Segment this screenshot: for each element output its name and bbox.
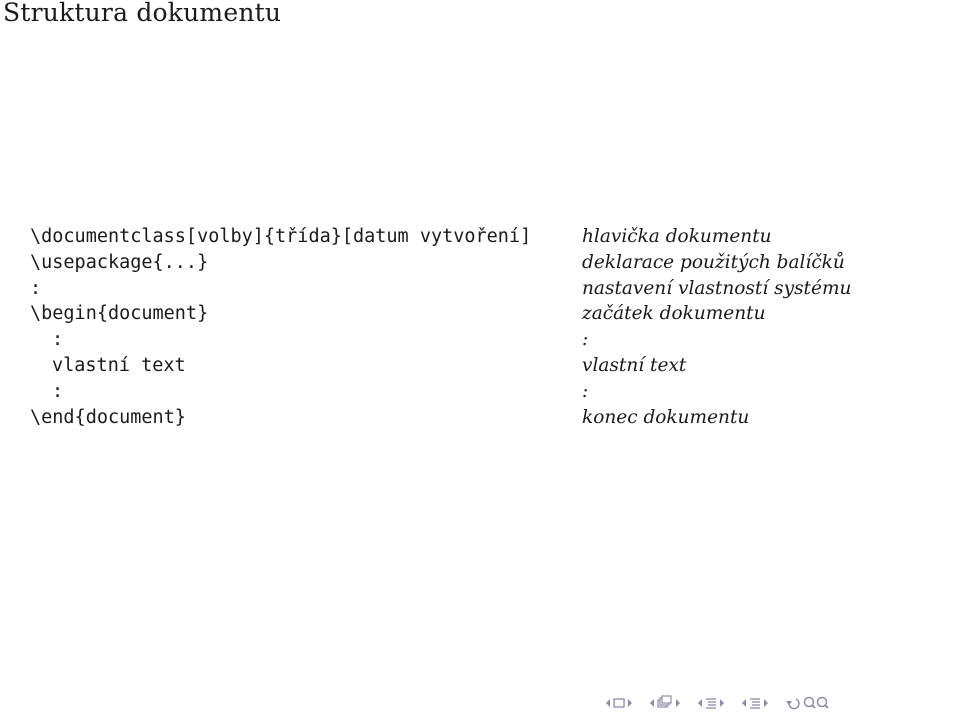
desc-line-content: vlastní text bbox=[582, 354, 687, 376]
nav-right-arrow-icon[interactable] bbox=[626, 695, 634, 711]
code-line-ellipsis: : bbox=[30, 277, 42, 299]
nav-right-arrow-icon[interactable] bbox=[718, 695, 726, 711]
desc-line-header: hlavička dokumentu bbox=[582, 226, 772, 247]
code-line-begin-document: \begin{document} bbox=[30, 303, 209, 325]
desc-line-end: konec dokumentu bbox=[582, 406, 750, 428]
desc-line-begin: začátek dokumentu bbox=[582, 303, 766, 325]
description-block bbox=[582, 224, 851, 430]
slide-title: Struktura dokumentu bbox=[3, 0, 282, 27]
code-line-documentclass: \documentclass[volby]{třída}[datum vytvoření] bbox=[30, 226, 532, 247]
code-line-content: vlastní text bbox=[52, 354, 186, 376]
section-icon[interactable] bbox=[704, 695, 718, 711]
desc-line-ellipsis: : bbox=[582, 380, 589, 402]
code-line-ellipsis: : bbox=[52, 329, 64, 351]
frame-nav-group bbox=[604, 695, 634, 711]
section-nav-group bbox=[696, 695, 726, 711]
nav-left-arrow-icon[interactable] bbox=[604, 695, 612, 711]
code-line-end-document: \end{document} bbox=[30, 406, 186, 428]
nav-right-arrow-icon[interactable] bbox=[674, 695, 682, 711]
utility-nav-group bbox=[784, 695, 832, 711]
nav-left-arrow-icon[interactable] bbox=[696, 695, 704, 711]
code-line-usepackage: \usepackage{...} bbox=[30, 251, 209, 273]
frame-icon[interactable] bbox=[612, 695, 626, 711]
subsection-icon[interactable] bbox=[656, 695, 674, 711]
nav-left-arrow-icon[interactable] bbox=[648, 695, 656, 711]
beamer-navigation-bar bbox=[604, 694, 832, 712]
desc-line-settings: nastavení vlastností systému bbox=[582, 277, 852, 299]
presentation-icon[interactable] bbox=[748, 695, 762, 711]
presentation-nav-group bbox=[740, 695, 770, 711]
desc-line-packages: deklarace použitých balíčků bbox=[582, 251, 845, 273]
desc-line-ellipsis: : bbox=[582, 329, 589, 351]
back-icon[interactable] bbox=[784, 695, 802, 711]
code-block bbox=[30, 224, 531, 430]
search-icon[interactable] bbox=[802, 695, 832, 711]
nav-right-arrow-icon[interactable] bbox=[762, 695, 770, 711]
subsection-nav-group bbox=[648, 695, 682, 711]
nav-left-arrow-icon[interactable] bbox=[740, 695, 748, 711]
code-line-ellipsis: : bbox=[52, 380, 64, 402]
